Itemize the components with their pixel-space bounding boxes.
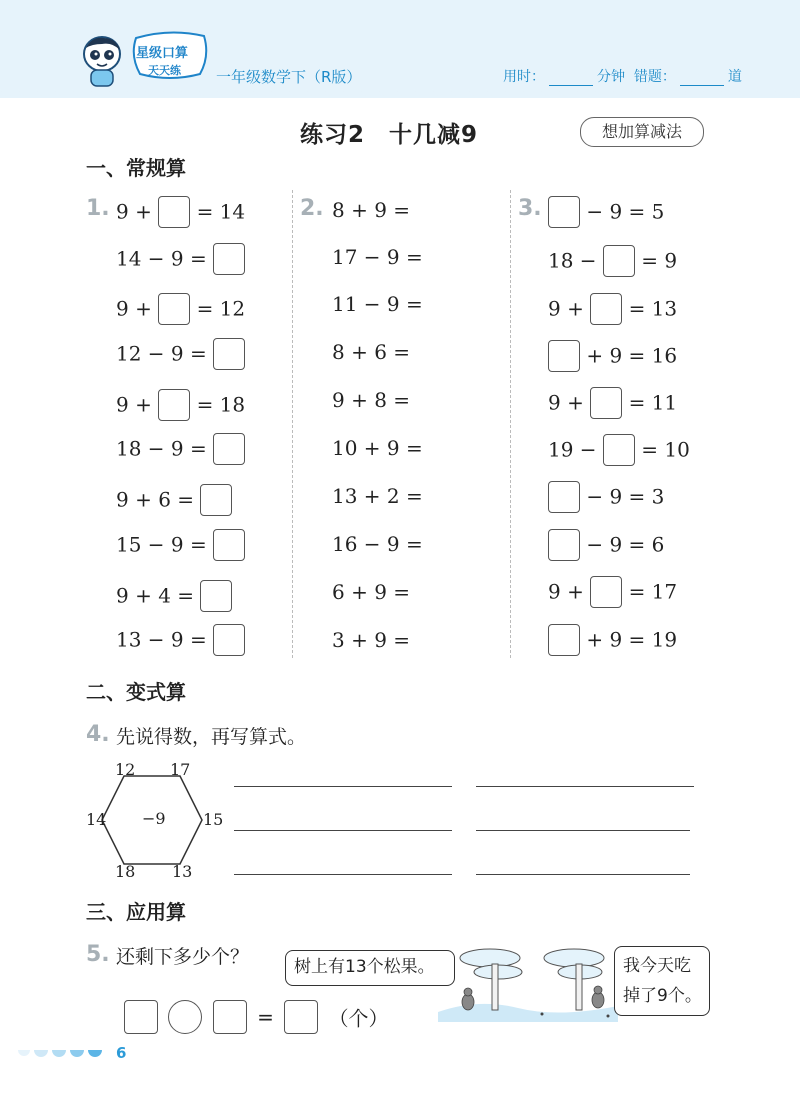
answer-box[interactable] (213, 624, 245, 656)
time-label: 用时： (503, 69, 545, 85)
logo-subtitle: 天天练 (148, 64, 181, 77)
equation-2-6: 10 + 9 = (332, 436, 423, 460)
section-title-2: 二、变式算 (86, 680, 186, 704)
speech-bubble-squirrel (614, 946, 710, 1016)
equation-1-9 (116, 578, 232, 610)
equation-2-5: 9 + 8 = (332, 388, 411, 412)
equation-2-7: 13 + 2 = (332, 484, 423, 508)
time-unit: 分钟 (597, 69, 625, 85)
equation-2-10: 3 + 9 = (332, 628, 411, 652)
equation-1-1 (116, 194, 245, 226)
equation-right: = 9 (641, 248, 678, 273)
answer-line[interactable] (234, 786, 452, 787)
section-title-3: 三、应用算 (86, 900, 186, 924)
answer-box[interactable] (158, 389, 190, 421)
answer-equation-row (124, 1000, 389, 1034)
equation-left: 18 − 9 = (116, 436, 207, 461)
error-unit: 道 (727, 69, 742, 85)
equation-left: 9 + 4 = (116, 583, 195, 608)
equation-3-1 (548, 194, 664, 226)
answer-box[interactable] (124, 1000, 158, 1034)
speech-bubble-line-1: 我今天吃 (623, 956, 691, 976)
speech-bubble-pine-cones: 树上有13个松果。 (285, 950, 455, 986)
operator-circle[interactable] (168, 1000, 202, 1034)
equation-left: 15 − 9 = (116, 532, 207, 557)
hexagon-number-top-left: 12 (115, 760, 136, 779)
equation-left: 12 − 9 = (116, 341, 207, 366)
answer-line[interactable] (234, 874, 452, 875)
hexagon-number-left: 14 (86, 810, 107, 829)
equation-left: 9 + 6 = (116, 487, 195, 512)
equation-right: + 9 = 16 (586, 343, 678, 368)
time-blank[interactable] (549, 72, 593, 86)
equation-right: = 12 (196, 296, 246, 321)
equation-left: 14 − 9 = (116, 246, 207, 271)
equation-right: = 14 (196, 199, 246, 224)
time-record (503, 66, 742, 86)
equation-left: 9 + (116, 199, 152, 224)
answer-box[interactable] (213, 529, 245, 561)
equation-2-1: 8 + 9 = (332, 198, 411, 222)
answer-box[interactable] (548, 340, 580, 372)
equation-2-8: 16 − 9 = (332, 532, 423, 556)
problem-4-instruction: 先说得数，再写算式。 (116, 726, 307, 748)
equation-right: = 11 (628, 390, 678, 415)
equation-left: 9 + (116, 296, 152, 321)
equation-3-2 (548, 243, 677, 275)
error-label: 错题： (633, 69, 676, 85)
page-number: 6 (116, 1044, 127, 1062)
equation-left: 18 − (548, 248, 597, 273)
equation-2-2: 17 − 9 = (332, 245, 423, 269)
answer-line[interactable] (476, 786, 694, 787)
result-box[interactable] (284, 1000, 318, 1034)
hint-tag: 想加算减法 (580, 117, 704, 147)
equation-3-8 (548, 527, 664, 559)
answer-box[interactable] (548, 196, 580, 228)
book-title: 一年级数学下（R版） (216, 68, 362, 86)
equation-1-10 (116, 622, 245, 654)
error-blank[interactable] (680, 72, 724, 86)
equation-2-3: 11 − 9 = (332, 292, 423, 316)
hexagon-number-bottom-left: 18 (115, 862, 136, 881)
logo (78, 20, 218, 100)
answer-box[interactable] (548, 481, 580, 513)
equation-right: − 9 = 5 (586, 199, 665, 224)
hexagon-number-top-right: 17 (170, 760, 191, 779)
equation-1-7 (116, 482, 232, 514)
equation-right: − 9 = 3 (586, 484, 665, 509)
footer-decoration-icon (14, 1046, 114, 1062)
equation-1-6 (116, 431, 245, 463)
equation-3-7 (548, 479, 664, 511)
equation-right: − 9 = 6 (586, 532, 665, 557)
equation-left: 9 + (548, 579, 584, 604)
equation-3-5 (548, 385, 677, 417)
answer-box[interactable] (200, 580, 232, 612)
hexagon-number-bottom-right: 13 (172, 862, 193, 881)
answer-box[interactable] (603, 245, 635, 277)
equation-3-6 (548, 432, 690, 464)
equation-left: 9 + (548, 296, 584, 321)
equation-right: = 13 (628, 296, 678, 321)
section-title-1: 一、常规算 (86, 156, 186, 180)
column-divider (292, 190, 293, 658)
answer-box[interactable] (213, 338, 245, 370)
problem-number-2: 2. (300, 196, 324, 221)
mascot-icon (78, 34, 126, 90)
equation-3-3 (548, 291, 677, 323)
problem-number-5: 5. (86, 942, 110, 967)
problem-number-1: 1. (86, 196, 110, 221)
answer-box[interactable] (590, 387, 622, 419)
speech-bubble-line-2: 掉了9个。 (623, 986, 702, 1006)
answer-line[interactable] (234, 830, 452, 831)
equation-3-10 (548, 622, 677, 654)
answer-line[interactable] (476, 830, 690, 831)
equation-1-5 (116, 387, 245, 419)
problem-number-3: 3. (518, 196, 542, 221)
logo-title: 星级口算 (136, 46, 189, 61)
problem-number-4: 4. (86, 722, 110, 747)
equation-left: 19 − (548, 437, 597, 462)
answer-box[interactable] (213, 243, 245, 275)
equation-1-4 (116, 336, 245, 368)
equation-1-3 (116, 291, 245, 323)
equation-3-9 (548, 574, 677, 606)
equation-right: = 18 (196, 392, 246, 417)
answer-box[interactable] (213, 433, 245, 465)
equation-right: = 17 (628, 579, 678, 604)
answer-box[interactable] (158, 293, 190, 325)
hexagon-center-operation: −9 (142, 809, 166, 828)
equation-1-2 (116, 241, 245, 273)
column-divider (510, 190, 511, 658)
answer-box[interactable] (548, 624, 580, 656)
answer-box[interactable] (213, 1000, 247, 1034)
equation-right: + 9 = 19 (586, 627, 678, 652)
equation-left: 9 + (548, 390, 584, 415)
page-title: 练习2 十几减9 (300, 122, 479, 148)
answer-box[interactable] (603, 434, 635, 466)
equation-left: 13 − 9 = (116, 627, 207, 652)
equation-2-9: 6 + 9 = (332, 580, 411, 604)
equation-3-4 (548, 338, 677, 370)
answer-unit: （个） (328, 1006, 389, 1031)
equation-2-4: 8 + 6 = (332, 340, 411, 364)
answer-box[interactable] (548, 529, 580, 561)
equation-right: = 10 (641, 437, 690, 462)
answer-box[interactable] (590, 293, 622, 325)
answer-line[interactable] (476, 874, 690, 875)
equation-left: 9 + (116, 392, 152, 417)
problem-5-question: 还剩下多少个？ (116, 946, 250, 968)
answer-box[interactable] (158, 196, 190, 228)
answer-box[interactable] (200, 484, 232, 516)
pine-tree-squirrel-illustration (438, 936, 618, 1022)
equation-1-8 (116, 527, 245, 559)
answer-box[interactable] (590, 576, 622, 608)
hexagon-number-right: 15 (203, 810, 224, 829)
equals-sign: = (257, 1005, 274, 1029)
